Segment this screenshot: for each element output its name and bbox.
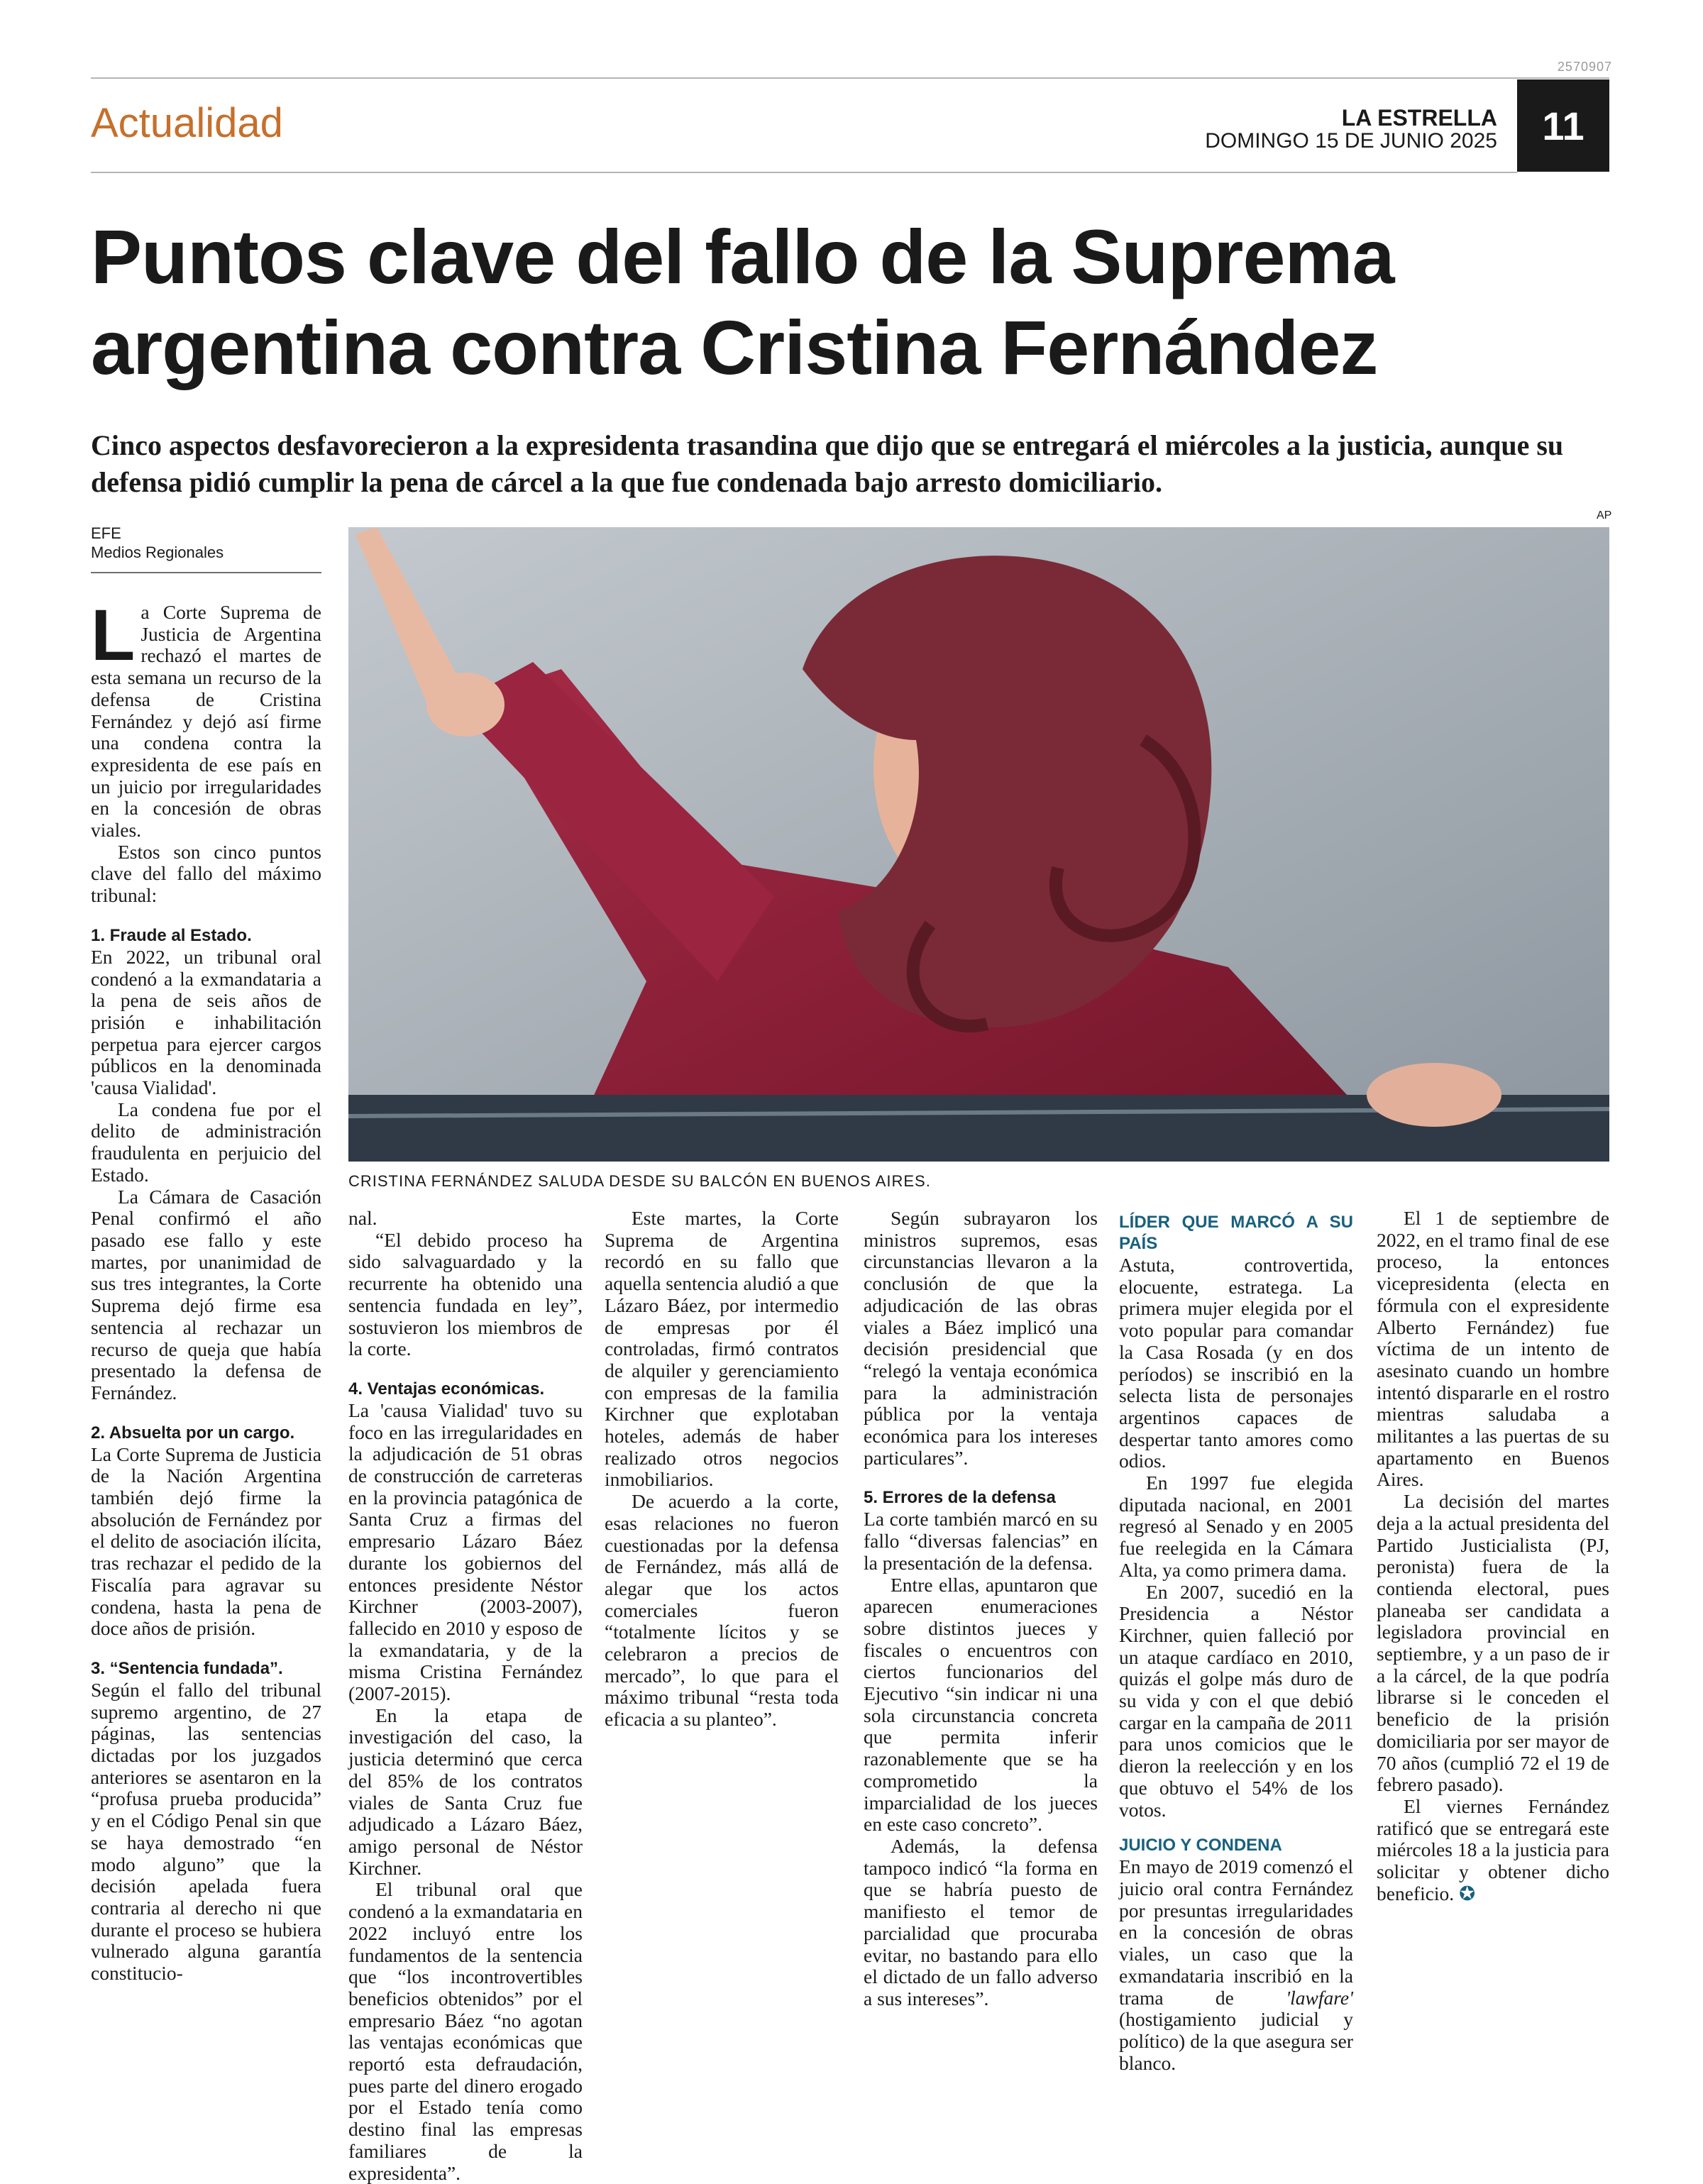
intro-text: a Corte Suprema de Justicia de Argentina rechazó el martes de esta semana un recurso de la defensa de Cristina Fernández y dejó así firme una condena contra la expresidenta de ese país en un juicio por irregularidades en la concesión de obras viales. bbox=[91, 601, 321, 842]
paragraph: De acuerdo a la corte, esas relaciones no fueron cuestionadas por la defensa de Fernández, más allá de alegar que los actos comerciales fueron “totalmente lícitos y se celebraron a precios de mercado”, lo que para el máximo tribunal “resta toda eficacia a su planteo”. bbox=[605, 1490, 839, 1731]
issue-date: DOMINGO 15 DE JUNIO 2025 bbox=[1205, 129, 1497, 153]
article-column-3 bbox=[605, 1208, 839, 1731]
byline-agency: EFE bbox=[91, 524, 121, 542]
paragraph: En la etapa de investigación del caso, la justicia determinó que cerca del 85% de los contratos viales de Santa Cruz fue adjudicado a Lázaro Báez, amigo personal de Néstor Kirchner. bbox=[348, 1704, 583, 1879]
paragraph: nal. bbox=[348, 1207, 377, 1229]
top-rule bbox=[91, 77, 1609, 79]
paragraph: La corte también marcó en su fallo “diversas falencias” en la presentación de la defensa. bbox=[864, 1508, 1098, 1574]
paragraph: Según el fallo del tribunal supremo argentino, de 27 páginas, las sentencias dictadas por los juzgados anteriores se asentaron en la “profusa prueba producida” y en el Código Penal sin que se haya demostrado “en modo alguno” que la decisión apelada fuera contraria al derecho ni que durante el proceso se hubiera vulnerado alguna garantía constitucio- bbox=[91, 1678, 321, 1985]
intro-paragraph-2: Estos son cinco puntos clave del fallo del máximo tribunal: bbox=[91, 840, 321, 907]
section-heading-4: 4. Ventajas económicas. bbox=[348, 1379, 545, 1399]
sidebar-heading-2: JUICIO Y CONDENA bbox=[1119, 1836, 1282, 1855]
section-heading-5: 5. Errores de la defensa bbox=[864, 1488, 1056, 1508]
deck: Cinco aspectos desfavorecieron a la expresidenta trasandina que dijo que se entregará el miércoles a la justicia, aunque su defensa pidió cumplir la pena de cárcel a la que fue condenada bajo arresto domiciliario. bbox=[91, 429, 1564, 498]
paragraph bbox=[1119, 1856, 1353, 2074]
section-heading-3: 3. “Sentencia fundada”. bbox=[91, 1658, 283, 1678]
paragraph: El 1 de septiembre de 2022, en el tramo final de ese proceso, la entonces vicepresidenta (electa en fórmula con el expresidente Alberto Fernández) fue víctima de un intento de asesinato cuando un hombre intentó dispararle en el rostro mientras saludaba a militantes a las puertas de su apartamento en Buenos Aires. bbox=[1377, 1207, 1609, 1491]
text-run: El viernes Fernández ratificó que se entregará este miércoles 18 a la justicia para solicitar y obtener dicho beneficio. bbox=[1377, 1794, 1609, 1904]
section-heading-2: 2. Absuelta por un cargo. bbox=[91, 1423, 295, 1443]
paragraph: “El debido proceso ha sido salvaguardado y la recurrente ha obtenido una sentencia fundada en ley”, sostuvieron los miembros de la corte. bbox=[348, 1228, 583, 1360]
header-rule bbox=[91, 172, 1517, 173]
text-run: En mayo de 2019 comenzó el juicio oral contra Fernández por presuntas irregularidades en la concesión de obras viales, un caso que la exmandataria inscribió en la trama de bbox=[1119, 1855, 1353, 2009]
article-column-1 bbox=[91, 595, 321, 1985]
paragraph: Según subrayaron los ministros supremos, esas circunstancias llevaron a la conclusión de que la adjudicación de las obras viales a Báez implicó una decisión presidencial que “relegó la ventaja económica para la administración pública por la ventaja económica para los intereses particulares”. bbox=[864, 1207, 1098, 1469]
sidebar-heading-1: LÍDER QUE MARCÓ A SU PAÍS bbox=[1119, 1213, 1353, 1253]
drop-cap: L bbox=[91, 595, 136, 675]
sidebar-column-1 bbox=[1119, 1208, 1353, 2074]
paragraph: En 1997 fue elegida diputada nacional, en 2001 regresó al Senado y en 2005 fue reelegida en la Cámara Alta, ya como primera dama. bbox=[1119, 1472, 1353, 1581]
paragraph: La decisión del martes deja a la actual presidenta del Partido Justicialista (PJ, peronista) fuera de la contienda electoral, pues planeaba ser candidata a legisladora provincial en septiembre, y a un paso de ir a la cárcel, de la que podría librarse si le conceden el beneficio de la prisión domiciliaria por ser mayor de 70 años (cumplió 72 el 19 de febrero pasado). bbox=[1377, 1490, 1609, 1796]
intro-paragraph bbox=[91, 595, 321, 842]
paragraph: La condena fue por el delito de administración fraudulenta en perjuicio del Estado. bbox=[91, 1098, 321, 1186]
article-column-4 bbox=[864, 1208, 1098, 2010]
article-column-2 bbox=[348, 1208, 583, 2184]
byline-rule bbox=[91, 572, 321, 573]
headline: Puntos clave del fallo de la Suprema argentina contra Cristina Fernández bbox=[91, 214, 1394, 390]
end-mark-icon: ✪ bbox=[1459, 1882, 1476, 1904]
paragraph: Este martes, la Corte Suprema de Argentina recordó en su fallo que aquella sentencia aludió a que Lázaro Báez, por intermedio de empresas por él controladas, firmó contratos de alquiler y gerenciamiento con empresas de la familia Kirchner que explotaban hoteles, además de haber realizado otros negocios inmobiliarios. bbox=[605, 1207, 839, 1491]
section-label: Actualidad bbox=[91, 100, 283, 146]
paragraph: El tribunal oral que condenó a la exmandataria en 2022 incluyó entre los fundamentos de la sentencia que “los incontrovertibles beneficios obtenidos” por el empresario Báez “no agotan las ventajas económicas que reportó esta defraudación, pues parte del dinero erogado por el Estado tenía como destino final las empresas familiares de la expresidenta”. bbox=[348, 1878, 583, 2184]
paragraph: La Corte Suprema de Justicia de la Nación Argentina también dejó firme la absolución de Fernández por el delito de asociación ilícita, tras rechazar el pedido de la Fiscalía para agravar su condena, hasta la pena de doce años de prisión. bbox=[91, 1443, 321, 1640]
photo-caption: CRISTINA FERNÁNDEZ SALUDA DESDE SU BALCÓN EN BUENOS AIRES. bbox=[348, 1172, 931, 1190]
article-photo bbox=[348, 527, 1609, 1162]
fist bbox=[426, 673, 505, 737]
paragraph: En 2022, un tribunal oral condenó a la exmandataria a la pena de seis años de prisión e inhabilitación perpetua para ejercer cargos públicos en la denominada 'causa Vialidad'. bbox=[91, 945, 321, 1099]
paragraph: La 'causa Vialidad' tuvo su foco en las irregularidades en la adjudicación de 51 obras de construcción de carreteras en la provincia patagónica de Santa Cruz a firmas del empresario Lázaro Báez durante los gobiernos del entonces presidente Néstor Kirchner (2003-2007), fallecido en 2010 y esposo de la exmandataria, y de la misma Cristina Fernández (2007-2015). bbox=[348, 1399, 583, 1705]
newspaper-name: LA ESTRELLA bbox=[1341, 105, 1497, 131]
paragraph: La Cámara de Casación Penal confirmó el año pasado ese fallo y este martes, por unanimidad de sus tres integrantes, la Corte Suprema dejó firme esa sentencia al rechazar un recurso de queja que había presentado la defensa de Fernández. bbox=[91, 1185, 321, 1403]
paragraph: En 2007, sucedió en la Presidencia a Néstor Kirchner, quien falleció por un ataque cardíaco en 2010, quizás el golpe más duro de su vida y con el que debió cargar en la campaña de 2011 para unos comicios que le dieron la reelección y en los que obtuvo el 54% de los votos. bbox=[1119, 1580, 1353, 1821]
sidebar-column-2 bbox=[1377, 1208, 1609, 1905]
paragraph: Entre ellas, apuntaron que aparecen enumeraciones sobre distintos jueces y fiscales o encuentros con ciertos funcionarios del Ejecutivo “sin indicar ni una sola circunstancia concreta que permita inferir razonablemente que se ha comprometido la imparcialidad de los jueces en este caso concreto”. bbox=[864, 1573, 1098, 1836]
text-run: (hostigamiento judicial y político) de la que asegura ser blanco. bbox=[1119, 2008, 1353, 2074]
paragraph: Además, la defensa tampoco indicó “la forma en que se habría puesto de manifiesto el temor de parcialidad que procuraba evitar, no bastando para ello el dictado de un fallo adverso a sus intereses”. bbox=[864, 1834, 1098, 2009]
byline-sub: Medios Regionales bbox=[91, 544, 224, 561]
resting-hand bbox=[1367, 1063, 1501, 1127]
paragraph bbox=[1377, 1796, 1609, 1905]
emphasis-text: 'lawfare' bbox=[1286, 1986, 1353, 2009]
page-code: 2570907 bbox=[1557, 60, 1612, 74]
paragraph: Astuta, controvertida, elocuente, estratega. La primera mujer elegida por el voto popular para comandar la Casa Rosada (y en dos períodos) se inscribió en la selecta lista de personajes argentinos capaces de despertar tanto amores como odios. bbox=[1119, 1254, 1353, 1472]
photo-credit: AP bbox=[1597, 509, 1612, 522]
section-heading-1: 1. Fraude al Estado. bbox=[91, 925, 252, 945]
page-number: 11 bbox=[1517, 79, 1609, 172]
